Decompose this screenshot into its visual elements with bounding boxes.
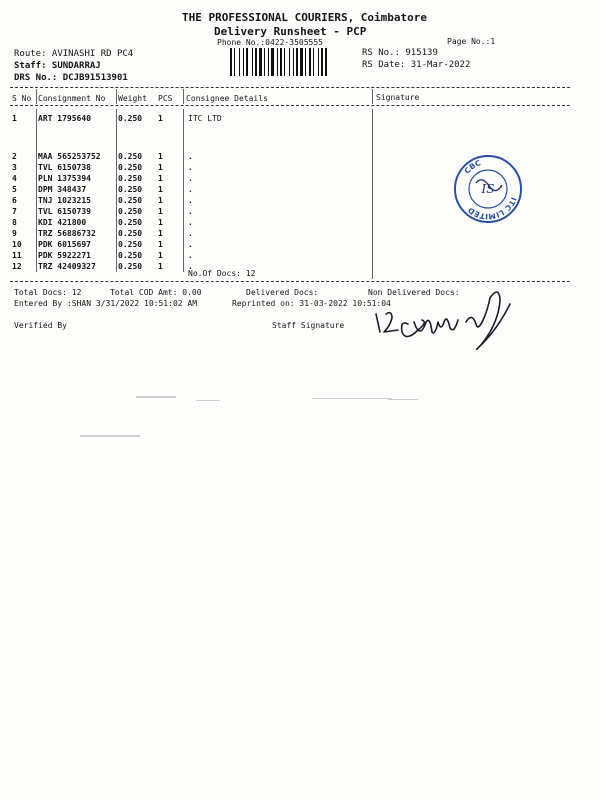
column-divider	[372, 89, 373, 104]
route-label: Route: AVINASHI RD PC4	[14, 49, 134, 59]
barcode-bar	[305, 48, 306, 76]
cell-consignee: .	[188, 185, 193, 194]
header-pcs: PCS	[158, 94, 173, 103]
barcode-bar	[255, 48, 257, 76]
cell-consignee: .	[188, 174, 193, 183]
cell-consignee: ITC LTD	[188, 114, 222, 123]
cell-sno: 5	[12, 185, 17, 194]
cell-consignment: DPM 348437	[38, 185, 87, 194]
barcode-bar	[277, 48, 278, 76]
cell-pcs: 1	[158, 185, 163, 194]
barcode-bar	[239, 48, 240, 76]
barcode-bar	[321, 48, 323, 76]
cell-pcs: 1	[158, 218, 163, 227]
table-row	[12, 185, 372, 196]
cell-pcs: 1	[158, 152, 163, 161]
cell-pcs: 1	[158, 251, 163, 260]
cell-pcs: 1	[158, 163, 163, 172]
barcode-bar	[284, 48, 285, 76]
header-consignee: Consignee Details	[186, 94, 268, 103]
barcode-bar	[289, 48, 290, 76]
cell-pcs: 1	[158, 196, 163, 205]
cell-sno: 9	[12, 229, 17, 238]
table-row	[12, 196, 372, 207]
cell-weight: 0.250	[118, 262, 143, 271]
table-row	[12, 114, 372, 125]
cell-weight: 0.250	[118, 163, 143, 172]
verified-by-label: Verified By	[14, 321, 67, 330]
cell-consignee: .	[188, 218, 193, 227]
cell-consignee: .	[188, 207, 193, 216]
cell-consignment: KDI 421800	[38, 218, 87, 227]
cell-consignee: .	[188, 251, 193, 260]
cell-sno: 7	[12, 207, 17, 216]
cell-weight: 0.250	[118, 251, 143, 260]
cell-weight: 0.250	[118, 207, 143, 216]
cell-consignee: .	[188, 163, 193, 172]
cell-consignee: .	[188, 229, 193, 238]
cell-consignment: TNJ 1023215	[38, 196, 91, 205]
cell-consignment: ART 1795640	[38, 114, 91, 123]
cell-sno: 6	[12, 196, 17, 205]
reprinted-on: Reprinted on: 31-03-2022 10:51:04	[232, 299, 391, 308]
cell-weight: 0.250	[118, 174, 143, 183]
cell-consignment: TRZ 56886732	[38, 229, 96, 238]
column-divider	[36, 89, 37, 104]
stamp-text: ITC LIMITED	[466, 196, 519, 222]
cell-pcs: 1	[158, 174, 163, 183]
table-header-rule	[10, 105, 570, 106]
cell-pcs: 1	[158, 114, 163, 123]
cell-consignee: .	[188, 152, 193, 161]
cell-sno: 1	[12, 114, 17, 123]
cell-consignment: PDK 6015697	[38, 240, 91, 249]
entered-by: Entered By :SHAN 3/31/2022 10:51:02 AM	[14, 299, 198, 308]
cell-weight: 0.250	[118, 114, 143, 123]
table-row	[12, 163, 372, 174]
cell-weight: 0.250	[118, 152, 143, 161]
cell-pcs: 1	[158, 207, 163, 216]
column-divider	[372, 109, 373, 279]
barcode-bar	[296, 48, 298, 76]
no-of-docs: No.Of Docs: 12	[188, 269, 256, 278]
barcode-bar	[300, 48, 303, 76]
barcode-bar	[293, 48, 294, 76]
cell-consignee: .	[188, 240, 193, 249]
barcode-image	[230, 48, 352, 76]
phone-number: Phone No.:0422-3505555	[217, 38, 323, 47]
cell-sno: 4	[12, 174, 17, 183]
barcode-bar	[246, 48, 248, 76]
cell-consignee: .	[188, 196, 193, 205]
barcode-bar	[259, 48, 262, 76]
table-row	[12, 229, 372, 240]
cell-weight: 0.250	[118, 196, 143, 205]
company-name: THE PROFESSIONAL COURIERS, Coimbatore	[182, 11, 428, 24]
header-weight: Weight	[118, 94, 147, 103]
barcode-bar	[230, 48, 232, 76]
barcode-bar	[280, 48, 282, 76]
cell-weight: 0.250	[118, 218, 143, 227]
cell-consignment: TVL 6150738	[38, 163, 91, 172]
cell-consignment: MAA 565253752	[38, 152, 101, 161]
header-consignment: Consignment No	[38, 94, 106, 103]
drs-number: DRS No.: DCJB91513901	[14, 73, 128, 83]
rs-number: RS No.: 915139	[362, 48, 438, 58]
barcode-bar	[313, 48, 314, 76]
svg-text:ITC LIMITED	[466, 196, 518, 221]
barcode-bar	[318, 48, 319, 76]
rs-date: RS Date: 31-Mar-2022	[362, 60, 471, 70]
staff-label: Staff: SUNDARRAJ	[14, 61, 101, 71]
staff-signature-label: Staff Signature	[272, 321, 345, 330]
total-cod-amount: Total COD Amt: 0.00	[110, 288, 202, 297]
cell-weight: 0.250	[118, 185, 143, 194]
stamp-text-2: CBC	[462, 158, 483, 176]
barcode-bar	[309, 48, 311, 76]
cell-sno: 2	[12, 152, 17, 161]
total-docs: Total Docs: 12	[14, 288, 82, 297]
document-title: Delivery Runsheet - PCP	[214, 25, 367, 38]
cell-weight: 0.250	[118, 240, 143, 249]
barcode-bar	[243, 48, 244, 76]
cell-pcs: 1	[158, 240, 163, 249]
table-row	[12, 152, 372, 163]
barcode-bar	[264, 48, 265, 76]
cell-weight: 0.250	[118, 229, 143, 238]
cell-consignment: TVL 6150739	[38, 207, 91, 216]
cell-pcs: 1	[158, 262, 163, 271]
company-stamp-seal	[452, 153, 524, 225]
handwritten-signature	[368, 282, 528, 362]
cell-pcs: 1	[158, 229, 163, 238]
cell-sno: 11	[12, 251, 22, 260]
cell-consignment: PLN 1375394	[38, 174, 91, 183]
table-top-rule	[10, 87, 570, 88]
table-row	[12, 174, 372, 185]
table-row	[12, 240, 372, 251]
cell-sno: 3	[12, 163, 17, 172]
cell-sno: 8	[12, 218, 17, 227]
delivered-docs: Delivered Docs:	[246, 288, 319, 297]
column-divider	[183, 89, 184, 104]
page-number: Page No.:1	[447, 37, 496, 46]
cell-sno: 12	[12, 262, 22, 271]
barcode-bar	[271, 48, 274, 76]
header-sno: S No	[12, 94, 32, 103]
barcode-bar	[325, 48, 327, 76]
cell-sno: 10	[12, 240, 22, 249]
cell-consignment: TRZ 42409327	[38, 262, 96, 271]
table-row	[12, 207, 372, 218]
non-delivered-docs: Non Delivered Docs:	[368, 288, 460, 297]
barcode-bar	[268, 48, 269, 76]
scan-artifacts	[0, 380, 600, 470]
barcode-bar	[252, 48, 253, 76]
stamp-initials: IS	[481, 182, 495, 196]
cell-consignee: .	[188, 262, 193, 271]
cell-consignment: PDK 5922271	[38, 251, 91, 260]
column-divider	[116, 89, 117, 104]
table-row	[12, 218, 372, 229]
barcode-bar	[234, 48, 235, 76]
table-row	[12, 251, 372, 262]
header-signature: Signature	[376, 93, 420, 102]
